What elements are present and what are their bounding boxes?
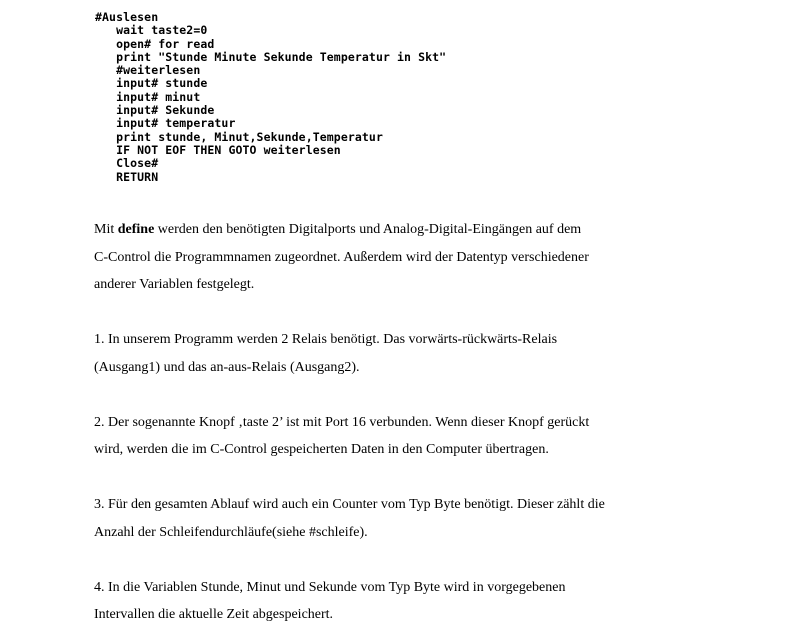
code-line: wait taste2=0	[95, 23, 208, 38]
code-line: input# Sekunde	[95, 103, 215, 118]
item2-line1: 2. Der sogenannte Knopf ‚taste 2’ ist mit Port 16 verbunden. Wenn dieser Knopf gerückt	[94, 414, 590, 430]
item1-line2: (Ausgang1) und das an-aus-Relais (Ausgang2).	[94, 359, 360, 375]
intro-line1-rest: werden den benötigten Digitalports und Analog-Digital-Eingängen auf dem	[154, 222, 582, 237]
item4-line1: 4. In die Variablen Stunde, Minut und Sekunde vom Typ Byte wird in vorgegebenen	[94, 579, 566, 595]
intro-line3: anderer Variablen festgelegt.	[94, 277, 255, 292]
item1-line1: 1. In unserem Programm werden 2 Relais benötigt. Das vorwärts-rückwärts-Relais	[94, 332, 558, 347]
code-line: IF NOT EOF THEN GOTO weiterlesen	[95, 142, 341, 157]
code-line: RETURN	[95, 169, 159, 184]
code-line: #Auslesen	[95, 10, 159, 24]
list-item-1	[94, 326, 734, 381]
code-line: input# minut	[95, 89, 201, 104]
code-line: print "Stunde Minute Sekunde Temperatur in Skt"	[95, 49, 447, 64]
code-line: open# for read	[95, 36, 215, 51]
intro-paragraph	[94, 216, 734, 299]
document-body	[94, 216, 734, 629]
item2-line2: wird, werden die im C-Control gespeicherten Daten in den Computer übertragen.	[94, 442, 549, 457]
code-line: #weiterlesen	[95, 63, 201, 78]
list-item-4	[94, 574, 734, 629]
code-line: print stunde, Minut,Sekunde,Temperatur	[95, 129, 383, 144]
intro-lead: Mit	[94, 222, 118, 237]
intro-line2: C-Control die Programmnamen zugeordnet. Außerdem wird der Datentyp verschiedener	[94, 249, 589, 265]
code-line: Close#	[95, 156, 159, 171]
code-line: input# temperatur	[95, 116, 236, 131]
code-line: input# stunde	[95, 76, 208, 91]
item3-line2: Anzahl der Schleifendurchläufe(siehe #schleife).	[94, 524, 368, 540]
list-item-3	[94, 491, 734, 546]
item3-line1: 3. Für den gesamten Ablauf wird auch ein Counter vom Typ Byte benötigt. Dieser zählt die	[94, 497, 605, 512]
list-item-2	[94, 409, 734, 464]
item4-line2: Intervallen die aktuelle Zeit abgespeichert.	[94, 607, 334, 622]
define-keyword: define	[117, 222, 155, 237]
code-listing	[95, 11, 446, 184]
